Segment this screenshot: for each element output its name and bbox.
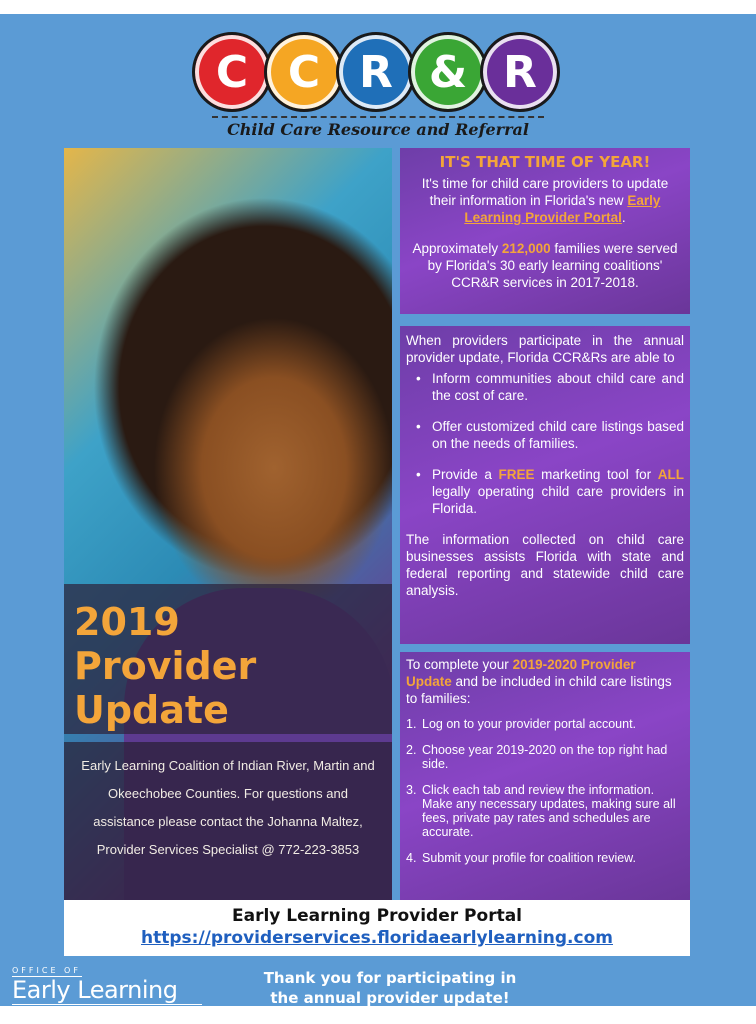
oel-tagline: LEARN EARLY. LEARN FOR LIFE. — [12, 1004, 202, 1016]
panel1-stat — [408, 240, 682, 291]
title-year: 2019 — [74, 600, 180, 644]
step-number: 3. — [406, 783, 417, 797]
stat-pre: Approximately — [412, 241, 499, 256]
thank-you-message — [230, 968, 550, 1008]
panel3-intro-pre: To complete your — [406, 657, 509, 672]
list-item — [406, 717, 684, 731]
page-title — [74, 600, 384, 732]
info-panel-time-of-year — [400, 148, 690, 314]
panel3-intro — [406, 656, 684, 707]
title-provider: Provider — [74, 644, 257, 688]
steps-list — [406, 717, 684, 865]
panel1-intro — [408, 175, 682, 226]
step-number: 2. — [406, 743, 417, 757]
logo-letter-r1: R — [336, 32, 416, 112]
child-photo — [64, 148, 392, 900]
panel1-intro-text: It's time for child care providers to update their information in Florida's new — [421, 176, 669, 208]
portal-band — [64, 900, 690, 956]
bullet3-post: legally operating child care providers in Florida. — [432, 484, 684, 516]
panel3-intro-highlight: 2019-2020 Provider Update — [406, 657, 636, 689]
office-of-early-learning-logo — [12, 966, 202, 1016]
bullet3-pre: Provide a — [432, 467, 492, 482]
ccrr-logo — [192, 32, 564, 142]
benefits-list — [412, 370, 684, 517]
logo-letter-ampersand: & — [408, 32, 488, 112]
portal-title: Early Learning Provider Portal — [231, 906, 522, 926]
portal-link-inline[interactable]: Early Learning Provider Portal — [464, 193, 661, 225]
list-item — [406, 851, 684, 865]
stat-number: 212,000 — [501, 241, 551, 256]
panel2-intro: When providers participate in the annual provider update, Florida CCR&Rs are able to — [406, 333, 684, 365]
list-item: • Inform communities about child care and the cost of care. — [412, 370, 684, 404]
stat-post: families were served by Florida's 30 early learning coalitions' CCR&R services in 2017-2018. — [427, 241, 678, 290]
step-number: 4. — [406, 851, 417, 865]
list-item: • Offer customized child care listings based on the needs of families. — [412, 418, 684, 452]
panel1-period: . — [621, 210, 626, 225]
info-panel-benefits — [400, 326, 690, 644]
logo-tagline: Child Care Resource and Referral — [212, 116, 544, 139]
bullet3-free: FREE — [498, 467, 535, 482]
logo-letter-c2: C — [264, 32, 344, 112]
logo-circles — [192, 32, 564, 112]
flyer — [0, 14, 756, 1016]
info-panel-steps — [400, 652, 690, 900]
panel2-closing: The information collected on child care businesses assists Florida with state and federal reporting and statewide child care analysis. — [406, 532, 684, 598]
portal-url-link[interactable]: https://providerservices.floridaearlylearning.com — [141, 928, 613, 948]
contact-info: Early Learning Coalition of Indian River, Martin and Okeechobee Counties. For questions and assistance please contact the Johanna Maltez, Provider Services Specialist @ 772-223-3853 — [64, 742, 392, 900]
title-update: Update — [74, 688, 229, 732]
logo-letter-r2: R — [480, 32, 560, 112]
step-text: Click each tab and review the information. Make any necessary updates, making sure all fees, private pay rates and schedules are accurate. — [422, 783, 676, 839]
bullet3-all: ALL — [657, 467, 684, 482]
oel-name: Early Learning — [12, 976, 178, 1004]
step-text: Choose year 2019-2020 on the top right had side. — [422, 743, 668, 771]
panel1-heading: IT'S THAT TIME OF YEAR! — [439, 153, 651, 171]
thanks-line1: Thank you for participating in — [263, 969, 517, 987]
step-number: 1. — [406, 717, 417, 731]
list-item — [412, 466, 684, 517]
step-text: Log on to your provider portal account. — [422, 717, 637, 731]
logo-letter-c1: C — [192, 32, 272, 112]
list-item — [406, 783, 684, 839]
step-text: Submit your profile for coalition review. — [422, 851, 636, 865]
thanks-line2: the annual provider update! — [270, 989, 510, 1007]
bullet3-mid: marketing tool for — [541, 467, 652, 482]
oel-office: OFFICE OF — [12, 966, 81, 975]
list-item — [406, 743, 684, 771]
panel3-intro-post: and be included in child care listings to families: — [406, 674, 672, 706]
